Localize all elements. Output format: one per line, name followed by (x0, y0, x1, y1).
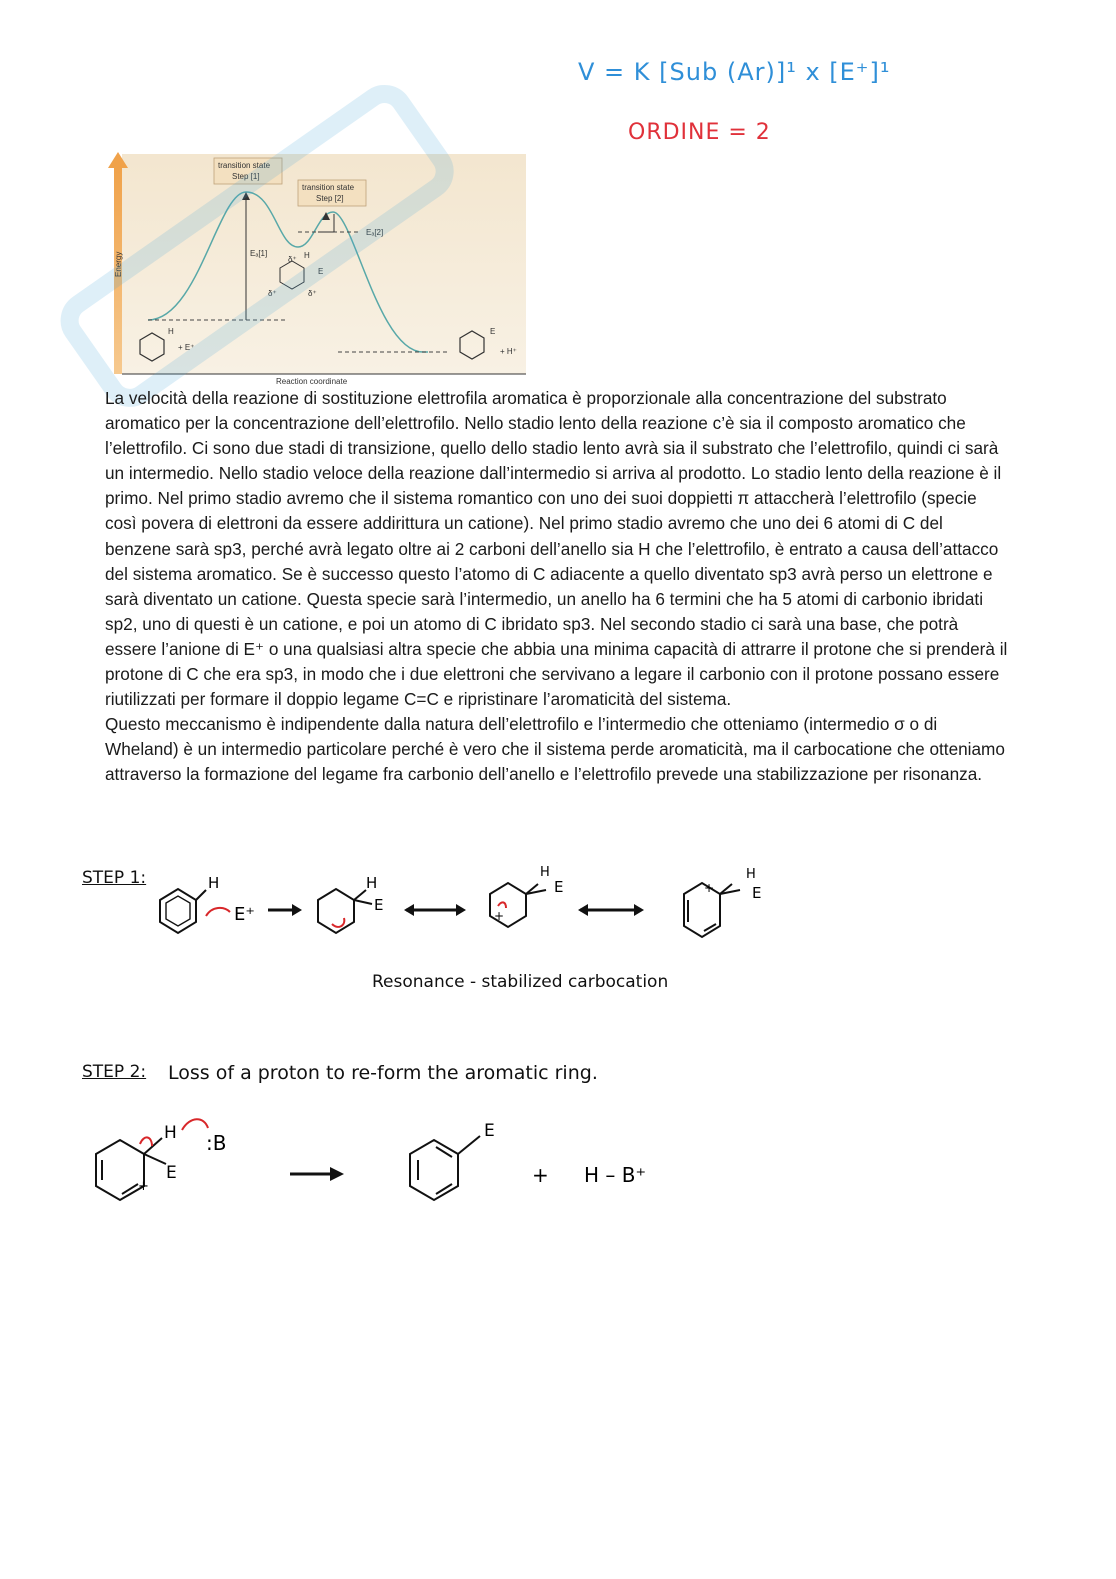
intermediate-h: H (304, 251, 310, 260)
step1-e4: E (752, 884, 762, 902)
reaction-order-note: ORDINE = 2 (628, 120, 771, 145)
step2-product-benzene (410, 1136, 480, 1200)
reactant-h: H (168, 327, 174, 336)
delta-plus-1: δ⁺ (288, 255, 297, 264)
reaction-axis-label: Reaction coordinate (276, 377, 348, 386)
paragraph-1: La velocità della reazione di sostituzione elettrofila aromatica è proporzionale alla concentrazione del substrato aromatico per la concentrazione dell’elettrofilo. Nello stadio lento della reazione c’è sia il composto aromatico che l’elettrofilo. Ci sono due stadi di transizione, quello dello stadio lento avrà sia il substrato che l’elettrofilo, quindi ci sarà un intermedio. Nello stadio veloce della reazione dall’intermedio si arriva al prodotto. Lo stadio lento della reazione è il primo. Nel primo stadio avremo che il sistema romantico con uno dei suoi doppietti π attaccherà l’elettrofilo (specie così povera di elettroni da essere addirittura un catione). Nel primo stadio avremo che uno dei 6 atomi di C del benzene sarà sp3, perché avrà legato oltre ai 2 carboni dell’anello sia H che l’elettrofilo, è entrato a causa dell’attacco del sistema aromatico. Se è successo questo l’atomo di C adiacente a quello diventato sp3 avrà perso un elettrone e sarà diventato un catione. Questa specie sarà l’intermedio, un anello ha 6 termini che ha 5 atomi di carbonio ibridati sp2, uno di questi è un catione, e poi un atomo di C ibridato sp3. Nel secondo stadio ci sarà una base, che potrà essere l’anione di E⁺ o una qualsiasi altra specie che abbia una minima capacità di attrarre il protone che si prenderà il protone di C che era sp3, in modo che i due elettroni che servivano a legare il carbonio con il protone possano essere riutilizzati per formare il doppio legame C=C e ripristinare l’aromaticità del sistema. (105, 388, 1008, 710)
ea1-label: Eₐ[1] (250, 249, 268, 258)
step2-mechanism (82, 1110, 682, 1220)
step1-h1: H (208, 874, 220, 892)
step2-hb: H – B⁺ (584, 1163, 647, 1187)
paragraph-2: Questo meccanismo è indipendente dalla natura dell’elettrofilo e l’intermedio che otteniamo (intermedio σ o di Wheland) è un intermedio particolare perché è vero che il sistema perde aromaticità, ma il carbocatione che otteniamo attraverso la formazione del legame fra carbonio dell’anello e l’elettrofilo prevede una stabilizzazione per risonanza. (105, 714, 1005, 785)
step2-plus-charge: + (138, 1179, 149, 1194)
energy-diagram-svg (108, 152, 526, 388)
ea2-label: Eₐ[2] (366, 228, 384, 237)
step1-plus-3: + (704, 881, 715, 895)
step2-intermediate (96, 1119, 208, 1200)
delta-plus-3: δ⁺ (308, 289, 317, 298)
ts2-label-line2: Step [2] (316, 194, 344, 203)
resonance-caption: Resonance - stabilized carbocation (372, 972, 669, 992)
step2-label: STEP 2: (82, 1062, 147, 1082)
step2-e2: E (484, 1121, 495, 1141)
step1-mechanism (140, 860, 780, 950)
reactant-plus-e: + E⁺ (178, 343, 195, 352)
rate-law-note: V = K [Sub (Ar)]¹ x [E⁺]¹ (578, 58, 891, 86)
delta-plus-2: δ⁺ (268, 289, 277, 298)
step1-benzene (160, 889, 206, 933)
step2-description: Loss of a proton to re-form the aromatic ring. (168, 1062, 598, 1084)
product-plus-h: + H⁺ (500, 347, 517, 356)
step1-h2: H (366, 874, 378, 892)
step1-intermediate-1 (318, 889, 372, 933)
step1-e3: E (554, 878, 564, 896)
step1-h3: H (540, 865, 550, 880)
step2-plus-sign: + (532, 1163, 549, 1187)
energy-diagram (108, 152, 526, 388)
step1-eplus: E⁺ (234, 904, 255, 925)
step1-plus-2: + (494, 909, 505, 923)
step2-h: H (164, 1123, 177, 1143)
step2-e1: E (166, 1163, 177, 1183)
ts2-label-line1: transition state (302, 183, 355, 192)
attack-arrow (206, 908, 230, 916)
product-e: E (490, 327, 496, 336)
step1-e2: E (374, 896, 384, 914)
step2-base: :B (206, 1131, 227, 1155)
step1-h4: H (746, 867, 756, 882)
ts1-label-line1: transition state (218, 161, 271, 170)
step1-label: STEP 1: (82, 868, 147, 888)
energy-axis-label: Energy (114, 251, 123, 277)
intermediate-e: E (318, 267, 324, 276)
ts1-label-line2: Step [1] (232, 172, 260, 181)
body-text (105, 386, 1011, 788)
